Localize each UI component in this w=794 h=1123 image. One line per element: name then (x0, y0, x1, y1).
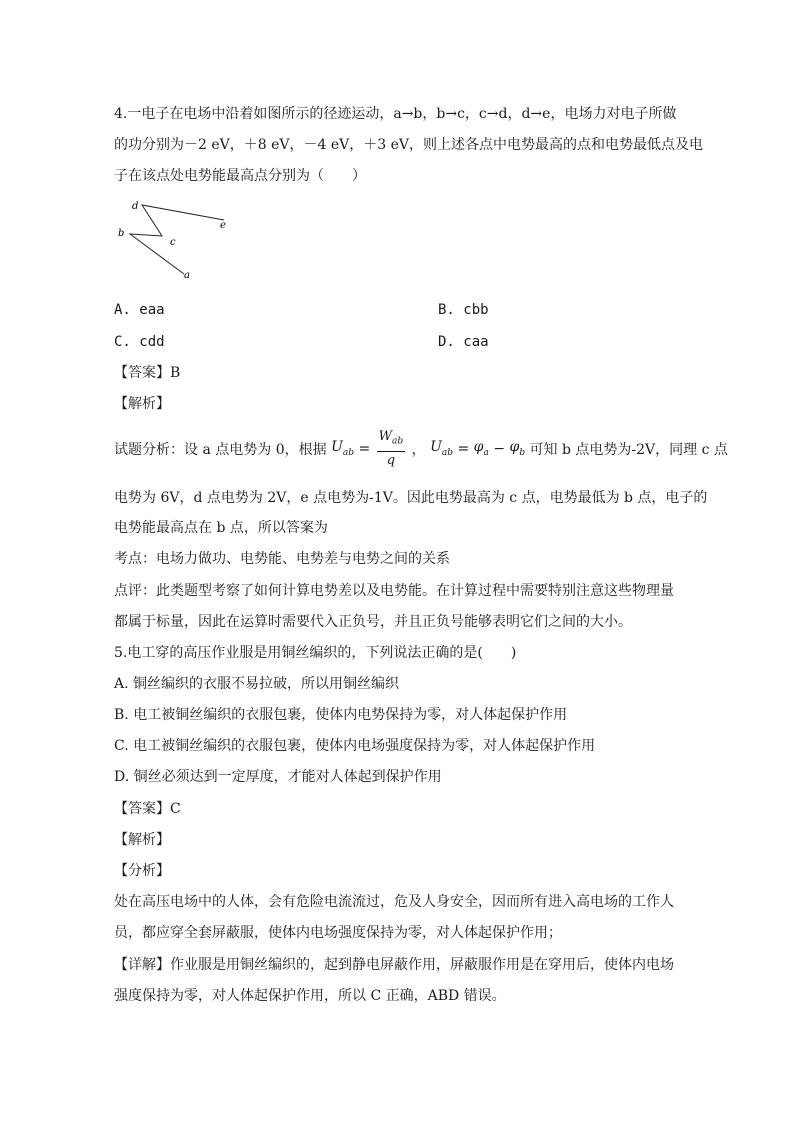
q5-fenxi-header: 【分析】 (114, 863, 170, 879)
q4-stem-line-1: 4.一电子在电场中沿着如图所示的径迹运动，a→b，b→c，c→d，d→e，电场力对电子所做 (114, 106, 677, 122)
formula-u: $U_{ab}$ (331, 439, 355, 459)
q4-option-b: B. cbb (438, 302, 489, 318)
q4-dianping-line-2: 都属于标量，因此在运算时需要代入正负号，并且正负号能够表明它们之间的大小。 (114, 614, 632, 630)
trajectory-path (130, 205, 224, 274)
analysis-intro: 试题分析：设 a 点电势为 0，根据 (114, 441, 327, 458)
q5-option-b: B. 电工被铜丝编织的衣服包裹，使体内电势保持为零，对人体起保护作用 (114, 707, 568, 723)
label-c: c (170, 237, 176, 248)
label-a: a (184, 270, 190, 281)
q5-xiangjie-line-1: 【详解】作业服是用铜丝编织的，起到静电屏蔽作用，屏蔽服作用是在穿用后，使体内电场 (114, 957, 674, 973)
q4-stem-line-3: 子在该点处电势能最高点分别为（ ） (114, 168, 366, 184)
label-d: d (132, 201, 139, 212)
q5-fenxi-line-1: 处在高压电场中的人体，会有危险电流流过，危及人身安全，因而所有进入高电场的工作人 (114, 894, 674, 910)
q5-answer: 【答案】C (114, 801, 181, 817)
q4-option-c: C. cdd (114, 334, 165, 350)
q4-analysis-line-2: 电势为 6V，d 点电势为 2V，e 点电势为-1V。因此电势最高为 c 点，电势最低为 b 点，电子的 (114, 490, 708, 506)
trajectory-figure (114, 196, 244, 286)
q5-option-c: C. 电工被铜丝编织的衣服包裹，使体内电场强度保持为零，对人体起保护作用 (114, 738, 596, 754)
q5-option-a: A. 铜丝编织的衣服不易拉破，所以用铜丝编织 (114, 676, 400, 692)
q5-stem: 5.电工穿的高压作业服是用铜丝编织的，下列说法正确的是( ) (114, 645, 517, 661)
formula-fraction: $\frac{W_{ab}}{q}$ (378, 429, 404, 468)
q4-option-d: D. caa (438, 334, 489, 350)
label-e: e (220, 220, 226, 231)
q4-analysis-formula-line: 试题分析：设 a 点电势为 0，根据 $U_{ab}$ = $\frac{W_{ab}}{q}$ ， $U_{ab} = \varphi_a - \varphi_b$ 可知 b 点电势为-2V，同理 c 点 (114, 429, 728, 468)
q4-analysis-header: 【解析】 (114, 396, 170, 412)
q5-xiangjie-line-2: 强度保持为零，对人体起保护作用，所以 C 正确，ABD 错误。 (114, 988, 506, 1004)
q4-option-a: A. eaa (114, 302, 165, 318)
q5-analysis-header: 【解析】 (114, 832, 170, 848)
q4-analysis-line-3: 电势能最高点在 b 点，所以答案为 (114, 520, 328, 536)
label-b: b (118, 228, 125, 239)
q4-stem-line-2: 的功分别为－2 eV，＋8 eV，－4 eV，＋3 eV，则上述各点中电势最高的点和电势最低点及电 (114, 137, 704, 153)
q5-option-d: D. 铜丝必须达到一定厚度，才能对人体起到保护作用 (114, 769, 442, 785)
q5-fenxi-line-2: 员，都应穿全套屏蔽服，使体内电场强度保持为零，对人体起保护作用； (114, 925, 562, 941)
q4-kaodian: 考点：电场力做功、电势能、电势差与电势之间的关系 (114, 551, 450, 567)
analysis-continued: 可知 b 点电势为-2V，同理 c 点 (529, 441, 728, 458)
q4-dianping-line-1: 点评：此类题型考察了如何计算电势差以及电势能。在计算过程中需要特别注意这些物理量 (114, 583, 674, 599)
formula-potential-difference: $U_{ab}$ (430, 439, 454, 459)
q4-answer: 【答案】B (114, 365, 181, 381)
